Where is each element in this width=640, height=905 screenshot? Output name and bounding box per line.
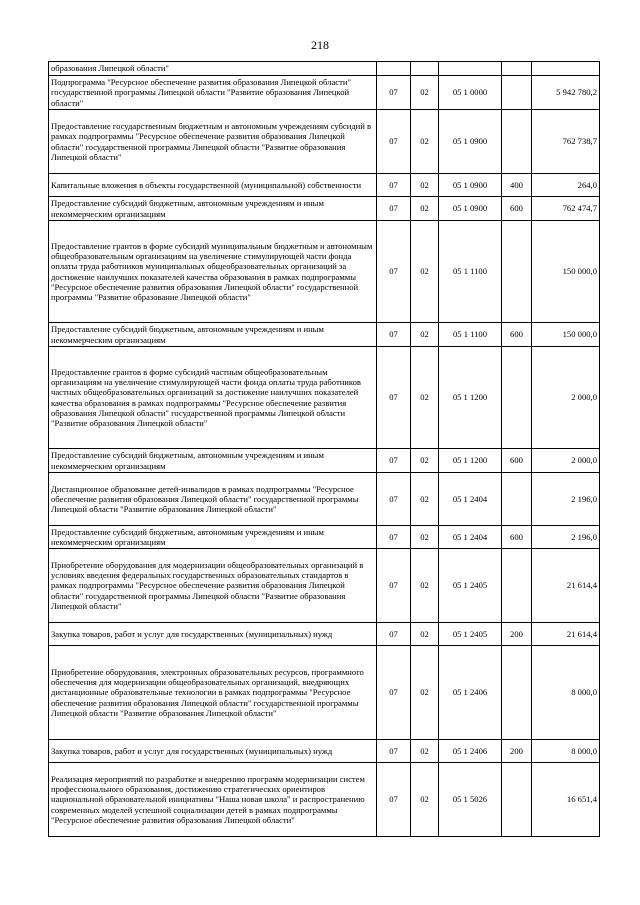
table-row	[49, 347, 600, 449]
table-row	[49, 473, 600, 526]
row-sum: 150 000,0	[532, 323, 600, 347]
row-target: 05 1 5026	[439, 763, 502, 837]
table-row	[49, 76, 600, 110]
row-subsection: 02	[411, 76, 439, 110]
table-row	[49, 449, 600, 473]
row-sum: 762 738,7	[532, 110, 600, 174]
row-subsection: 02	[411, 174, 439, 197]
row-section: 07	[377, 623, 411, 646]
row-target: 05 1 1200	[439, 449, 502, 473]
row-sum: 762 474,7	[532, 197, 600, 221]
row-sum: 264,0	[532, 174, 600, 197]
row-target: 05 1 2406	[439, 646, 502, 740]
row-name: Предоставление грантов в форме субсидий частным общеобразовательным организациям на увеличение стимулирующей части фонда оплаты труда работников частных общеобразовательных организаций за достижение наилучших показателей качества образования в рамках подпрограммы "Ресурсное обеспечение развития образования Липецкой области" государственной программы Липецкой области "Развитие образования Липецкой области"	[49, 347, 377, 449]
row-name: Реализация мероприятий по разработке и внедрению программ модернизации систем профессионального образования, достижению стратегических ориентиров национальной образовательной инициативы "Наша новая школа" и распространению современных моделей успешной социализации детей в рамках подпрограммы "Ресурсное обеспечение развития образования Липецкой области"	[49, 763, 377, 837]
row-type	[502, 76, 532, 110]
row-subsection: 02	[411, 110, 439, 174]
row-type	[502, 347, 532, 449]
row-type: 200	[502, 740, 532, 763]
row-subsection: 02	[411, 323, 439, 347]
row-section: 07	[377, 526, 411, 549]
row-section	[377, 62, 411, 76]
row-target: 05 1 2405	[439, 623, 502, 646]
table-row	[49, 323, 600, 347]
row-target: 05 1 0000	[439, 76, 502, 110]
table-row	[49, 197, 600, 221]
row-sum: 5 942 780,2	[532, 76, 600, 110]
row-name: Подпрограмма "Ресурсное обеспечение развития образования Липецкой области" государственной программы Липецкой области "Развитие образования Липецкой области"	[49, 76, 377, 110]
row-type	[502, 110, 532, 174]
row-section: 07	[377, 221, 411, 323]
table-row	[49, 526, 600, 549]
row-subsection	[411, 62, 439, 76]
row-target	[439, 62, 502, 76]
table-row	[49, 62, 600, 76]
row-type	[502, 62, 532, 76]
row-name: Предоставление субсидий бюджетным, автономным учреждениям и иным некоммерческим организациям	[49, 197, 377, 221]
row-section: 07	[377, 740, 411, 763]
row-target: 05 1 2406	[439, 740, 502, 763]
row-section: 07	[377, 323, 411, 347]
row-section: 07	[377, 763, 411, 837]
row-sum: 21 614,4	[532, 623, 600, 646]
row-section: 07	[377, 646, 411, 740]
row-name: Предоставление государственным бюджетным и автономным учреждениям субсидий в рамках подпрограммы "Ресурсное обеспечение развития образования Липецкой области" государственной программы Липецкой области "Развитие образования Липецкой области"	[49, 110, 377, 174]
row-target: 05 1 0900	[439, 174, 502, 197]
row-section: 07	[377, 174, 411, 197]
row-name: Закупка товаров, работ и услуг для государственных (муниципальных) нужд	[49, 623, 377, 646]
row-sum	[532, 62, 600, 76]
row-section: 07	[377, 449, 411, 473]
row-type	[502, 763, 532, 837]
row-name: Предоставление субсидий бюджетным, автономным учреждениям и иным некоммерческим организациям	[49, 323, 377, 347]
row-section: 07	[377, 549, 411, 623]
row-name: Дистанционное образование детей-инвалидов в рамках подпрограммы "Ресурсное обеспечение развития образования Липецкой области" государственной программы Липецкой области "Развитие образования Липецкой области"	[49, 473, 377, 526]
row-target: 05 1 2404	[439, 526, 502, 549]
row-target: 05 1 1200	[439, 347, 502, 449]
table-row	[49, 174, 600, 197]
row-type	[502, 221, 532, 323]
row-subsection: 02	[411, 449, 439, 473]
row-name: Капитальные вложения в объекты государственной (муниципальной) собственности	[49, 174, 377, 197]
table-row	[49, 740, 600, 763]
row-target: 05 1 1100	[439, 323, 502, 347]
row-type: 600	[502, 526, 532, 549]
row-subsection: 02	[411, 549, 439, 623]
row-section: 07	[377, 197, 411, 221]
row-subsection: 02	[411, 763, 439, 837]
row-name: Предоставление субсидий бюджетным, автономным учреждениям и иным некоммерческим организациям	[49, 449, 377, 473]
row-name: Приобретение оборудования, электронных образовательных ресурсов, программного обеспечения для модернизации общеобразовательных организаций, внедряющих дистанционные образовательные технологии в рамках подпрограммы "Ресурсное обеспечение развития образования Липецкой области" государственной программы Липецкой области "Развитие образования Липецкой области"	[49, 646, 377, 740]
row-sum: 8 000,0	[532, 646, 600, 740]
row-type: 600	[502, 197, 532, 221]
row-type: 400	[502, 174, 532, 197]
row-sum: 150 000,0	[532, 221, 600, 323]
row-target: 05 1 0900	[439, 197, 502, 221]
row-sum: 2 196,0	[532, 473, 600, 526]
table-row	[49, 646, 600, 740]
row-subsection: 02	[411, 197, 439, 221]
row-type	[502, 549, 532, 623]
row-subsection: 02	[411, 623, 439, 646]
row-sum: 16 651,4	[532, 763, 600, 837]
row-name: Закупка товаров, работ и услуг для государственных (муниципальных) нужд	[49, 740, 377, 763]
row-section: 07	[377, 76, 411, 110]
table-row	[49, 763, 600, 837]
table-row	[49, 110, 600, 174]
row-sum: 2 000,0	[532, 347, 600, 449]
row-name: Приобретение оборудования для модернизации общеобразовательных организаций в условиях введения федеральных государственных образовательных стандартов в рамках подпрограммы "Ресурсное обеспечение развития образования Липецкой области" государственной программы Липецкой области "Развитие образования Липецкой области"	[49, 549, 377, 623]
table-row	[49, 221, 600, 323]
table-row	[49, 549, 600, 623]
row-target: 05 1 1100	[439, 221, 502, 323]
row-sum: 8 000,0	[532, 740, 600, 763]
budget-table	[48, 61, 600, 837]
row-subsection: 02	[411, 221, 439, 323]
row-name: Предоставление грантов в форме субсидий муниципальным бюджетным и автономным общеобразовательным организациям на увеличение стимулирующей части фонда оплаты труда работников муниципальных общеобразовательных организаций за достижение наилучших показателей качества образования в рамках подпрограммы "Ресурсное обеспечение развития образования Липецкой области" государственной программы "Развитие образование Липецкой области"	[49, 221, 377, 323]
row-name: образования Липецкой области"	[49, 62, 377, 76]
row-type: 600	[502, 449, 532, 473]
row-type: 600	[502, 323, 532, 347]
row-type	[502, 646, 532, 740]
row-section: 07	[377, 110, 411, 174]
row-target: 05 1 2404	[439, 473, 502, 526]
row-sum: 2 196,0	[532, 526, 600, 549]
row-name: Предоставление субсидий бюджетным, автономным учреждениям и иным некоммерческим организациям	[49, 526, 377, 549]
row-sum: 21 614,4	[532, 549, 600, 623]
row-section: 07	[377, 473, 411, 526]
row-type	[502, 473, 532, 526]
row-section: 07	[377, 347, 411, 449]
row-subsection: 02	[411, 740, 439, 763]
row-subsection: 02	[411, 473, 439, 526]
row-target: 05 1 2405	[439, 549, 502, 623]
page-number: 218	[311, 38, 329, 52]
row-target: 05 1 0900	[439, 110, 502, 174]
row-subsection: 02	[411, 347, 439, 449]
table-row	[49, 623, 600, 646]
row-subsection: 02	[411, 646, 439, 740]
row-type: 200	[502, 623, 532, 646]
row-sum: 2 000,0	[532, 449, 600, 473]
row-subsection: 02	[411, 526, 439, 549]
